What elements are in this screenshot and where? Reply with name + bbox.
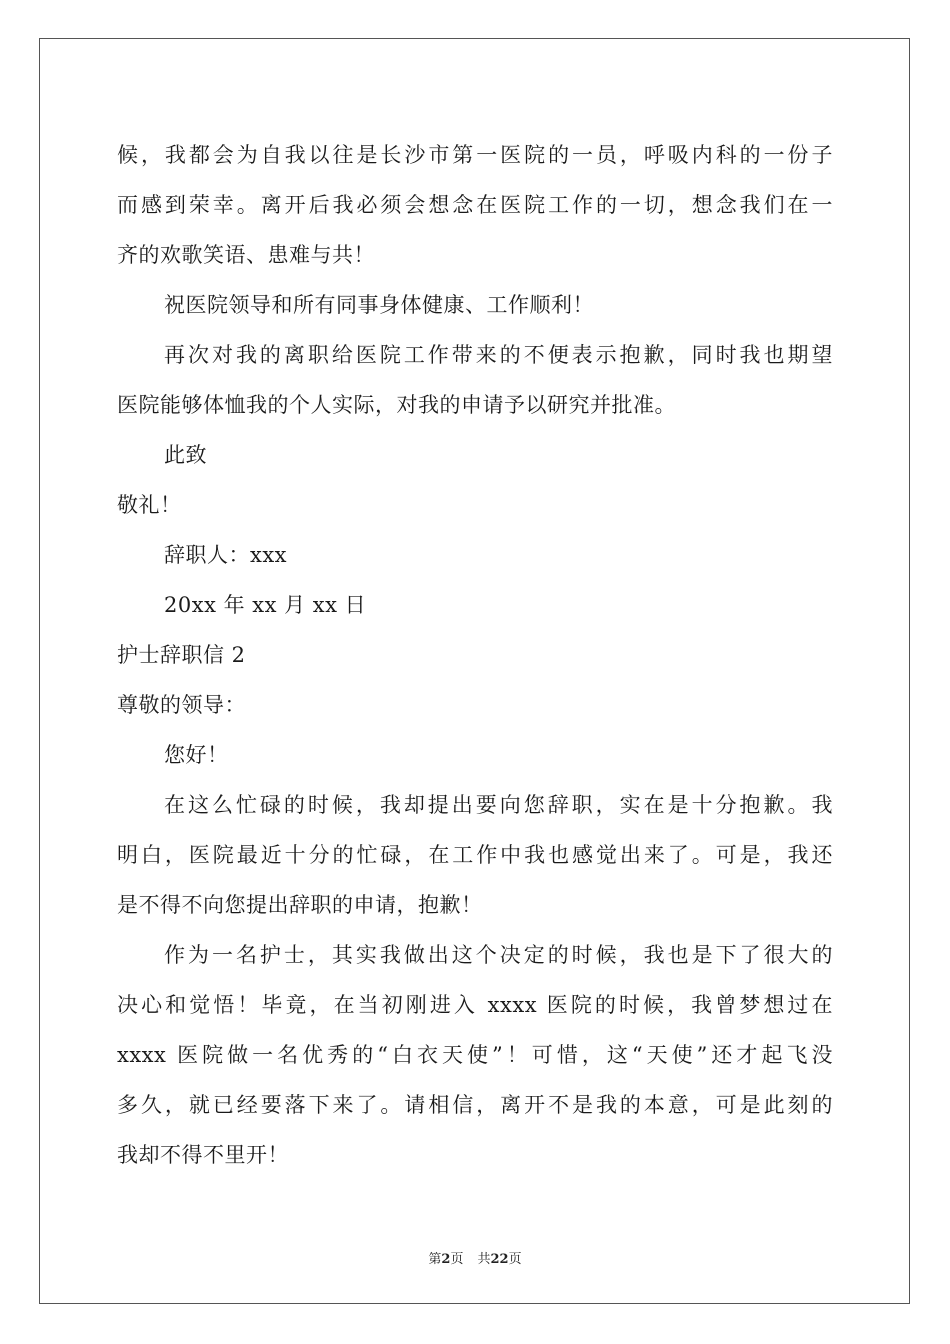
document-body <box>117 130 833 1180</box>
text-line: 您好！ <box>164 743 229 767</box>
closing-regards: 敬礼！ <box>117 493 182 517</box>
date-line: 20xx 年 xx 月 xx 日 <box>164 593 367 617</box>
text-line: 决心和觉悟！毕竟，在当初刚进入 xxxx 医院的时候，我曾梦想过在 <box>117 993 833 1017</box>
page-total: 22 <box>490 1252 509 1267</box>
total-unit: 页 <box>508 1252 522 1267</box>
text-line: 我却不得不里开！ <box>117 1143 289 1167</box>
text-line: 祝医院领导和所有同事身体健康、工作顺利！ <box>164 293 594 317</box>
greeting-line: 尊敬的领导： <box>117 693 246 717</box>
signature-line: 辞职人：xxx <box>164 543 288 567</box>
page-unit: 页 <box>450 1252 464 1267</box>
text-line: 而感到荣幸。离开后我必须会想念在医院工作的一切，想念我们在一 <box>117 193 833 217</box>
text-line: 是不得不向您提出辞职的申请，抱歉！ <box>117 893 483 917</box>
page-footer <box>0 1248 950 1267</box>
page-number: 2 <box>441 1252 451 1267</box>
section-title: 护士辞职信 2 <box>117 643 246 667</box>
text-line: xxxx 医院做一名优秀的“白衣天使”！可惜，这“天使”还才起飞没 <box>117 1043 833 1067</box>
text-line: 明白，医院最近十分的忙碌，在工作中我也感觉出来了。可是，我还 <box>117 843 833 867</box>
text-line: 医院能够体恤我的个人实际，对我的申请予以研究并批准。 <box>117 393 676 417</box>
page-prefix: 第 <box>428 1252 442 1267</box>
text-line: 再次对我的离职给医院工作带来的不便表示抱歉，同时我也期望 <box>164 343 833 367</box>
closing-salutation: 此致 <box>164 443 207 467</box>
text-line: 多久，就已经要落下来了。请相信，离开不是我的本意，可是此刻的 <box>117 1093 833 1117</box>
text-line: 作为一名护士，其实我做出这个决定的时候，我也是下了很大的 <box>164 943 833 967</box>
text-line: 候，我都会为自我以往是长沙市第一医院的一员，呼吸内科的一份子 <box>117 143 833 167</box>
total-prefix: 共 <box>477 1252 491 1267</box>
text-line: 齐的欢歌笑语、患难与共！ <box>117 243 375 267</box>
text-line: 在这么忙碌的时候，我却提出要向您辞职，实在是十分抱歉。我 <box>164 793 833 817</box>
